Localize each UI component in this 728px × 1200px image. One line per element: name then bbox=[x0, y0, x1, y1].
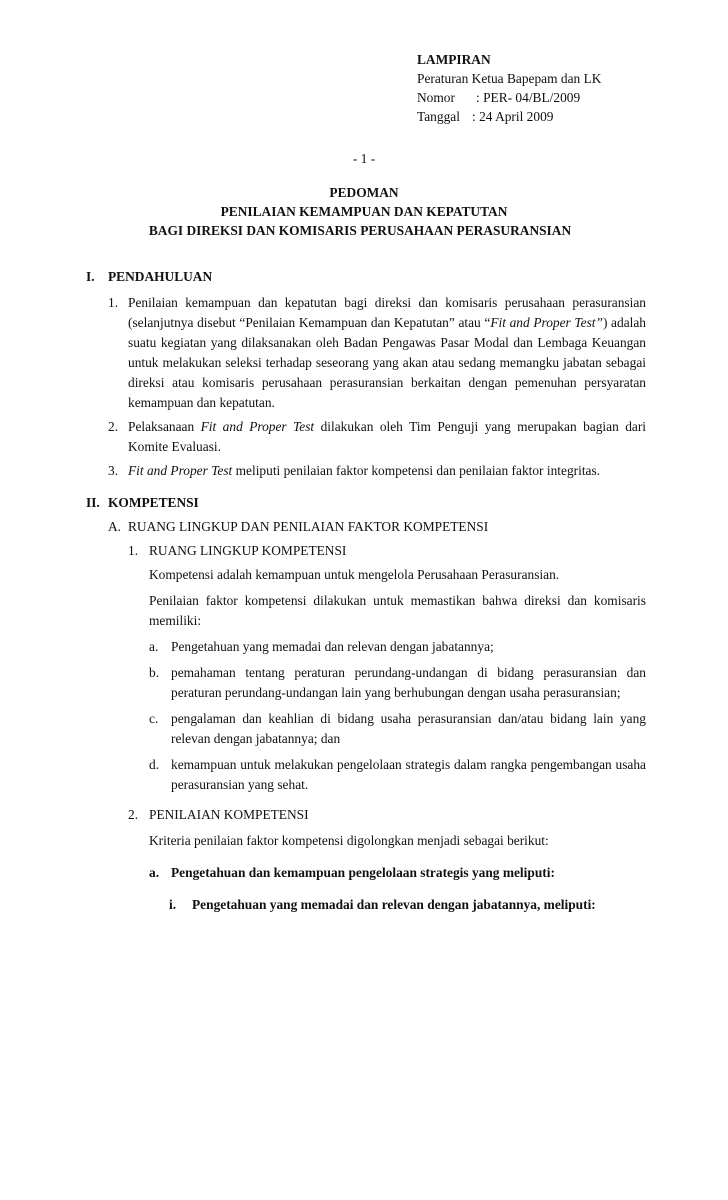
section-heading bbox=[86, 267, 646, 287]
list-number: 2. bbox=[108, 419, 119, 434]
list-letter: c. bbox=[149, 711, 159, 726]
tanggal-value: : 24 April 2009 bbox=[472, 109, 554, 124]
item-text: ) adalah suatu kegiatan yang dilaksanakan oleh Badan Pengawas Pasar Modal dan Lembaga Keuangan untuk melakukan seleksi terhadap seseorang yang akan atau sedang memangku jabatan sebagai direksi atau komisaris perusahaan perasuransian berkaitan dengan pemenuhan persyaratan kemampuan dan kepatutan. bbox=[128, 315, 646, 410]
subsection-letter: A. bbox=[108, 519, 122, 534]
list-number: 3. bbox=[108, 463, 119, 478]
page-number: - 1 - bbox=[352, 151, 376, 166]
section-number: I. bbox=[86, 269, 95, 284]
list-letter: d. bbox=[149, 757, 160, 772]
item-italic: Fit and Proper Test bbox=[200, 419, 315, 434]
list-letter: b. bbox=[149, 665, 160, 680]
list-roman: i. bbox=[169, 897, 177, 912]
subsection-title: PENILAIAN KOMPETENSI bbox=[149, 807, 309, 822]
list-item bbox=[86, 863, 646, 883]
nomor-row bbox=[417, 88, 601, 107]
list-item bbox=[86, 663, 646, 703]
title-line-3: BAGI DIREKSI DAN KOMISARIS PERUSAHAAN PERASURANSIAN bbox=[148, 223, 572, 238]
attachment-header bbox=[417, 50, 601, 126]
section-title: PENDAHULUAN bbox=[108, 269, 213, 284]
item-text: Pengetahuan yang memadai dan relevan dengan jabatannya, meliputi: bbox=[192, 897, 596, 912]
item-text: Penilaian kemampuan dan kepatutan bagi direksi dan komisaris perusahaan perasuransian (selanjutnya disebut “Penilaian Kemampuan dan Kepatutan” atau “ bbox=[128, 295, 646, 330]
paragraph: Kompetensi adalah kemampuan untuk mengelola Perusahaan Perasuransian. bbox=[149, 567, 560, 582]
subsection-title: RUANG LINGKUP KOMPETENSI bbox=[149, 543, 347, 558]
nomor-value: : PER- 04/BL/2009 bbox=[476, 90, 581, 105]
list-letter: a. bbox=[149, 639, 159, 654]
nomor-label: Nomor bbox=[417, 90, 455, 105]
title-line-2: PENILAIAN KEMAMPUAN DAN KEPATUTAN bbox=[220, 204, 508, 219]
list-number: 1. bbox=[108, 295, 119, 310]
section-heading bbox=[86, 493, 646, 513]
section-title: KOMPETENSI bbox=[108, 495, 199, 510]
list-item bbox=[86, 293, 646, 413]
list-letter: a. bbox=[149, 865, 160, 880]
subsection-number: 2. bbox=[128, 807, 139, 822]
paragraph: Kriteria penilaian faktor kompetensi digolongkan menjadi sebagai berikut: bbox=[149, 833, 549, 848]
item-text: pemahaman tentang peraturan perundang-undangan di bidang perasuransian dan peraturan perundang-undangan lain yang berhubungan dengan usaha perasuransian; bbox=[171, 665, 646, 700]
list-item bbox=[86, 755, 646, 795]
subsection-heading bbox=[86, 805, 646, 825]
title-line-1: PEDOMAN bbox=[329, 185, 399, 200]
list-item bbox=[86, 417, 646, 457]
document-body bbox=[86, 267, 646, 915]
item-text: kemampuan untuk melakukan pengelolaan strategis dalam rangka pengembangan usaha perasuransian yang sehat. bbox=[171, 757, 646, 792]
item-text: Pengetahuan dan kemampuan pengelolaan strategis yang meliputi: bbox=[171, 865, 555, 880]
list-item bbox=[86, 461, 646, 481]
subsection-heading bbox=[86, 541, 646, 561]
subsection-heading bbox=[86, 517, 646, 537]
item-text: meliputi penilaian faktor kompetensi dan penilaian faktor integritas. bbox=[232, 463, 601, 478]
section-number: II. bbox=[86, 495, 100, 510]
document-title bbox=[0, 183, 728, 240]
item-italic: Fit and Proper Test bbox=[128, 463, 233, 478]
item-text: Pelaksanaan bbox=[128, 419, 201, 434]
lampiran-label: LAMPIRAN bbox=[417, 52, 491, 67]
list-item bbox=[86, 709, 646, 749]
item-text: dilakukan oleh Tim Penguji yang merupakan bagian dari Komite Evaluasi. bbox=[128, 419, 647, 454]
subsection-title: RUANG LINGKUP DAN PENILAIAN FAKTOR KOMPETENSI bbox=[128, 519, 489, 534]
peraturan-text: Peraturan Ketua Bapepam dan LK bbox=[417, 71, 602, 86]
item-italic: Fit and Proper Test” bbox=[490, 315, 603, 330]
list-item bbox=[86, 895, 646, 915]
paragraph: Penilaian faktor kompetensi dilakukan untuk memastikan bahwa direksi dan komisaris memiliki: bbox=[149, 593, 646, 628]
tanggal-row bbox=[417, 107, 601, 126]
item-text: pengalaman dan keahlian di bidang usaha perasuransian dan/atau bidang lain yang relevan dengan jabatannya; dan bbox=[171, 711, 646, 746]
list-item bbox=[86, 637, 646, 657]
subsection-number: 1. bbox=[128, 543, 139, 558]
item-text: Pengetahuan yang memadai dan relevan dengan jabatannya; bbox=[171, 639, 494, 654]
tanggal-label: Tanggal bbox=[417, 109, 460, 124]
